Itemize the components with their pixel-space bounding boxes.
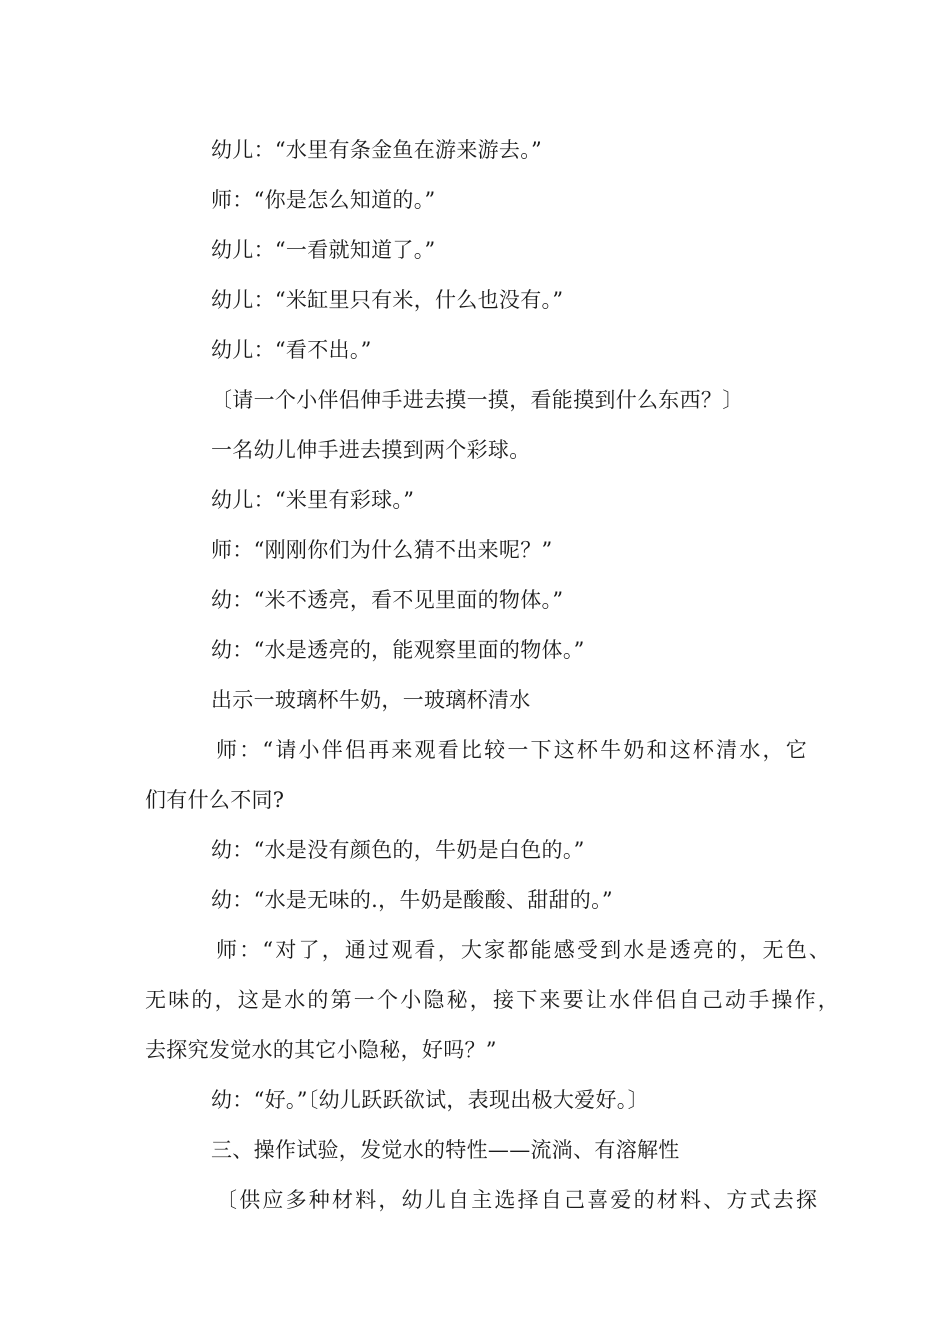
paragraph-13-line-1: 师：“请小伴侣再来观看比较一下这杯牛奶和这杯清水，它 (216, 738, 809, 762)
paragraph-13-line-2: 们有什么不同? (145, 788, 285, 812)
paragraph-14: 幼：“水是没有颜色的，牛奶是白色的。” (211, 838, 585, 862)
paragraph-8: 幼儿：“米里有彩球。” (211, 488, 415, 512)
paragraph-12: 出示一玻璃杯牛奶，一玻璃杯清水 (211, 688, 531, 712)
paragraph-10: 幼：“米不透亮，看不见里面的物体。” (211, 588, 564, 612)
paragraph-16-line-3: 去探究发觉水的其它小隐秘，好吗？” (145, 1038, 497, 1062)
paragraph-18: 〔供应多种材料，幼儿自主选择自己喜爱的材料、方式去探 (216, 1188, 820, 1212)
paragraph-4: 幼儿：“米缸里只有米，什么也没有。” (211, 288, 564, 312)
paragraph-11: 幼：“水是透亮的，能观察里面的物体。” (211, 638, 585, 662)
paragraph-2: 师：“你是怎么知道的。” (211, 188, 436, 212)
paragraph-16-line-1: 师：“对了，通过观看，大家都能感受到水是透亮的，无色、 (216, 938, 833, 962)
paragraph-17: 幼：“好。”〔幼儿跃跃欲试，表现出极大爱好。〕 (211, 1088, 649, 1112)
paragraph-15: 幼：“水是无味的.，牛奶是酸酸、甜甜的。” (211, 888, 613, 912)
paragraph-7: 一名幼儿伸手进去摸到两个彩球。 (211, 438, 531, 462)
paragraph-16-line-2: 无味的，这是水的第一个小隐秘，接下来要让水伴侣自己动手操作， (145, 988, 841, 1012)
section-heading-3: 三、操作试验，发觉水的特性——流淌、有溶解性 (211, 1138, 680, 1162)
paragraph-1: 幼儿：“水里有条金鱼在游来游去。” (211, 138, 543, 162)
paragraph-3: 幼儿：“一看就知道了。” (211, 238, 436, 262)
paragraph-5: 幼儿：“看不出。” (211, 338, 372, 362)
paragraph-9: 师：“刚刚你们为什么猜不出来呢？” (211, 538, 553, 562)
paragraph-6: 〔请一个小伴侣伸手进去摸一摸，看能摸到什么东西？〕 (211, 388, 744, 412)
